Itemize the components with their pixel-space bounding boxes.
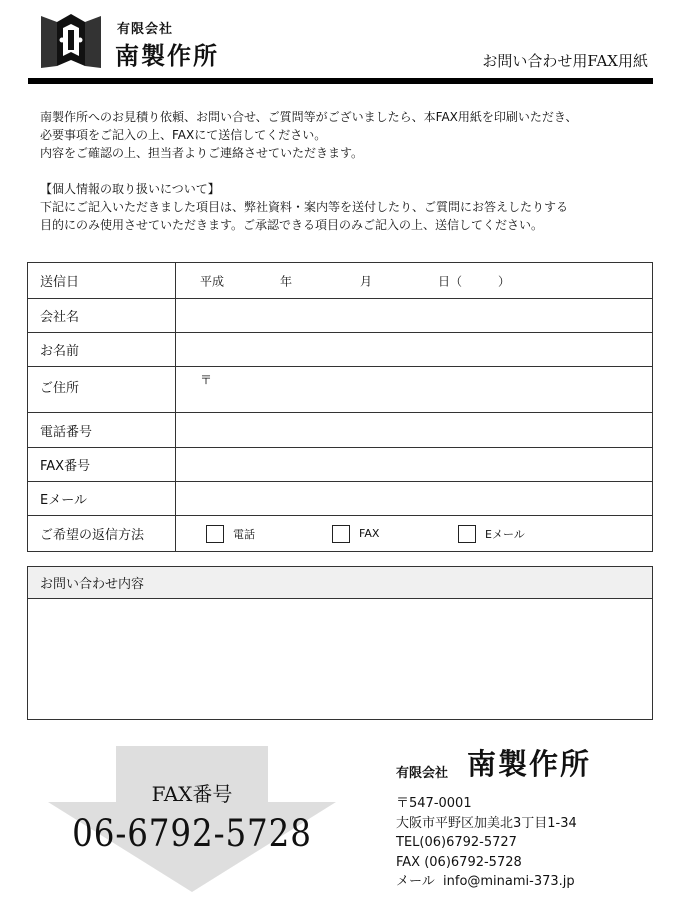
address-field[interactable] xyxy=(176,367,652,412)
fax-banner-number: 06-6792-5728 xyxy=(72,812,312,855)
email-field[interactable] xyxy=(176,482,652,515)
inquiry-heading: お問い合わせ内容 xyxy=(28,567,652,599)
footer-tel: TEL(06)6792-5727 xyxy=(396,835,517,850)
privacy-line: 下記にご記入いただきました項目は、弊社資料・案内等を送付したり、ご質問にお答えしたりする xyxy=(40,200,569,214)
name-label: お名前 xyxy=(28,333,176,366)
inquiry-content-area[interactable] xyxy=(28,599,652,719)
form-row-company xyxy=(28,299,652,333)
email-label: Eメール xyxy=(28,482,176,515)
reply-option-email[interactable] xyxy=(458,525,525,543)
footer-company-prefix: 有限会社 xyxy=(396,766,449,781)
company-logo xyxy=(41,12,101,70)
form-row-email xyxy=(28,482,652,516)
header-company-prefix: 有限会社 xyxy=(117,22,174,37)
address-label: ご住所 xyxy=(28,367,176,412)
sheet-title: お問い合わせ用FAX用紙 xyxy=(482,52,648,70)
footer-mail[interactable]: info@minami-373.jp xyxy=(443,874,575,889)
date-month-unit: 月 xyxy=(360,274,373,288)
reply-option-label: FAX xyxy=(359,527,380,540)
company-label: 会社名 xyxy=(28,299,176,332)
form-row-date xyxy=(28,263,652,299)
footer-mail-line xyxy=(396,872,577,892)
intro-line: 必要事項をご記入の上、FAXにて送信してください。 xyxy=(40,128,327,142)
header-company-name: 南製作所 xyxy=(115,42,219,70)
footer-postal: 〒547-0001 xyxy=(396,796,472,811)
reply-option-fax[interactable] xyxy=(332,525,379,543)
fax-checkbox[interactable] xyxy=(332,525,350,543)
privacy-heading: 【個人情報の取り扱いについて】 xyxy=(40,182,220,196)
footer-address: 大阪市平野区加美北3丁目1-34 xyxy=(396,815,577,831)
footer-mail-label: メール xyxy=(396,874,435,889)
date-day-unit: 日（ ） xyxy=(438,274,511,288)
privacy-line: 目的にのみ使用させていただきます。ご承認できる項目のみご記入の上、送信してください。 xyxy=(40,218,544,232)
date-label: 送信日 xyxy=(28,263,176,298)
footer-contact-info xyxy=(396,794,577,892)
form-row-phone xyxy=(28,413,652,448)
fax-label: FAX番号 xyxy=(28,448,176,481)
footer-company-name: 南製作所 xyxy=(467,747,592,781)
fax-field[interactable] xyxy=(176,448,652,481)
phone-field[interactable] xyxy=(176,413,652,447)
reply-option-phone[interactable] xyxy=(206,525,255,543)
phone-label: 電話番号 xyxy=(28,413,176,447)
date-field[interactable] xyxy=(176,263,652,298)
inquiry-box xyxy=(27,566,653,720)
fax-banner-label: FAX番号 xyxy=(151,782,233,806)
reply-method-label: ご希望の返信方法 xyxy=(28,516,176,551)
reply-method-field xyxy=(176,516,652,551)
intro-text xyxy=(40,108,660,234)
form-row-address xyxy=(28,367,652,413)
form-row-name xyxy=(28,333,652,367)
header-divider xyxy=(28,78,653,84)
phone-checkbox[interactable] xyxy=(206,525,224,543)
reply-option-label: 電話 xyxy=(233,527,255,541)
reply-option-label: Eメール xyxy=(485,527,525,541)
date-year-unit: 年 xyxy=(280,274,293,288)
company-field[interactable] xyxy=(176,299,652,332)
name-field[interactable] xyxy=(176,333,652,366)
contact-form-table xyxy=(27,262,653,552)
date-era: 平成 xyxy=(200,274,225,288)
postal-mark: 〒 xyxy=(200,373,213,387)
intro-line: 内容をご確認の上、担当者よりご連絡させていただきます。 xyxy=(40,146,364,160)
form-row-reply xyxy=(28,516,652,551)
footer-fax: FAX (06)6792-5728 xyxy=(396,854,522,870)
intro-line: 南製作所へのお見積り依頼、お問い合せ、ご質問等がございましたら、本FAX用紙を印刷いただき、 xyxy=(40,110,578,124)
form-row-fax xyxy=(28,448,652,482)
email-checkbox[interactable] xyxy=(458,525,476,543)
